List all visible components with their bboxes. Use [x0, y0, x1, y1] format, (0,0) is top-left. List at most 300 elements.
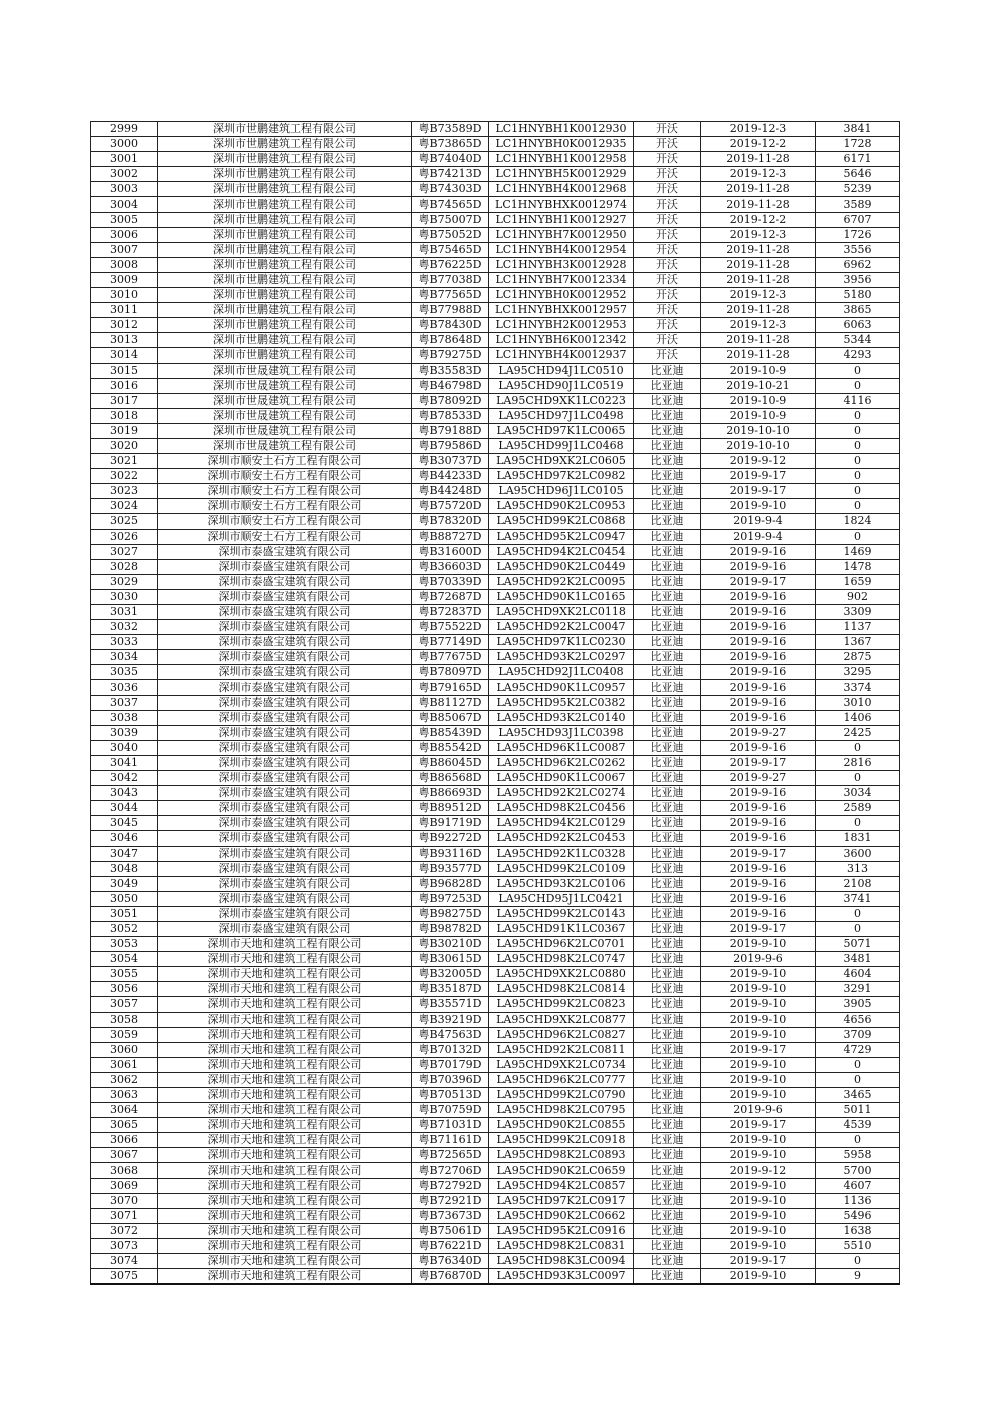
value-cell: 1831: [816, 831, 900, 846]
vin-cell: LC1HNYBH7K0012950: [489, 227, 634, 242]
company-cell: 深圳市泰盛宝建筑有限公司: [158, 740, 412, 755]
table-row: [91, 771, 900, 786]
date-cell: 2019-9-10: [701, 1012, 816, 1027]
date-cell: 2019-11-28: [701, 257, 816, 272]
plate-cell: 粤B86568D: [412, 771, 489, 786]
date-cell: 2019-9-17: [701, 1254, 816, 1269]
date-cell: 2019-11-28: [701, 303, 816, 318]
plate-cell: 粤B78320D: [412, 514, 489, 529]
vin-cell: LA95CHD98K2LC0795: [489, 1103, 634, 1118]
brand-cell: 比亚迪: [634, 680, 701, 695]
plate-cell: 粤B98782D: [412, 921, 489, 936]
row-number-cell: 3056: [91, 982, 158, 997]
vin-cell: LA95CHD94K2LC0857: [489, 1178, 634, 1193]
table-body: [91, 122, 900, 1285]
row-number-cell: 2999: [91, 122, 158, 137]
table-row: [91, 514, 900, 529]
brand-cell: 比亚迪: [634, 499, 701, 514]
plate-cell: 粤B46798D: [412, 378, 489, 393]
table-row: [91, 272, 900, 287]
plate-cell: 粤B31600D: [412, 544, 489, 559]
value-cell: 5239: [816, 182, 900, 197]
date-cell: 2019-9-10: [701, 1208, 816, 1223]
row-number-cell: 3024: [91, 499, 158, 514]
company-cell: 深圳市天地和建筑工程有限公司: [158, 1208, 412, 1223]
date-cell: 2019-9-12: [701, 454, 816, 469]
table-row: [91, 393, 900, 408]
table-row: [91, 152, 900, 167]
value-cell: 6962: [816, 257, 900, 272]
date-cell: 2019-10-21: [701, 378, 816, 393]
vin-cell: LA95CHD99K2LC0109: [489, 861, 634, 876]
table-row: [91, 544, 900, 559]
value-cell: 5071: [816, 937, 900, 952]
vin-cell: LC1HNYBH7K0012334: [489, 272, 634, 287]
vin-cell: LA95CHD99K2LC0823: [489, 997, 634, 1012]
vin-cell: LA95CHD92K2LC0453: [489, 831, 634, 846]
brand-cell: 比亚迪: [634, 1254, 701, 1269]
brand-cell: 比亚迪: [634, 1103, 701, 1118]
value-cell: 3309: [816, 605, 900, 620]
vin-cell: LC1HNYBH4K0012968: [489, 182, 634, 197]
company-cell: 深圳市天地和建筑工程有限公司: [158, 952, 412, 967]
company-cell: 深圳市天地和建筑工程有限公司: [158, 982, 412, 997]
brand-cell: 比亚迪: [634, 710, 701, 725]
brand-cell: 比亚迪: [634, 408, 701, 423]
plate-cell: 粤B74565D: [412, 197, 489, 212]
table-row: [91, 876, 900, 891]
table-row: [91, 650, 900, 665]
brand-cell: 比亚迪: [634, 1042, 701, 1057]
plate-cell: 粤B96828D: [412, 876, 489, 891]
vin-cell: LA95CHD9XK1LC0223: [489, 393, 634, 408]
company-cell: 深圳市天地和建筑工程有限公司: [158, 1057, 412, 1072]
value-cell: 6171: [816, 152, 900, 167]
table-row: [91, 861, 900, 876]
date-cell: 2019-11-28: [701, 197, 816, 212]
company-cell: 深圳市泰盛宝建筑有限公司: [158, 771, 412, 786]
vin-cell: LC1HNYBH1K0012930: [489, 122, 634, 137]
date-cell: 2019-10-9: [701, 393, 816, 408]
brand-cell: 开沃: [634, 212, 701, 227]
company-cell: 深圳市泰盛宝建筑有限公司: [158, 665, 412, 680]
company-cell: 深圳市泰盛宝建筑有限公司: [158, 559, 412, 574]
table-row: [91, 635, 900, 650]
plate-cell: 粤B75061D: [412, 1223, 489, 1238]
brand-cell: 比亚迪: [634, 1223, 701, 1238]
value-cell: 1478: [816, 559, 900, 574]
brand-cell: 比亚迪: [634, 469, 701, 484]
table-row: [91, 740, 900, 755]
table-row: [91, 665, 900, 680]
vin-cell: LA95CHD97K2LC0917: [489, 1193, 634, 1208]
plate-cell: 粤B78092D: [412, 393, 489, 408]
value-cell: 3034: [816, 786, 900, 801]
value-cell: 1728: [816, 137, 900, 152]
table-row: [91, 725, 900, 740]
value-cell: 5496: [816, 1208, 900, 1223]
row-number-cell: 3031: [91, 605, 158, 620]
company-cell: 深圳市泰盛宝建筑有限公司: [158, 786, 412, 801]
plate-cell: 粤B30210D: [412, 937, 489, 952]
brand-cell: 开沃: [634, 137, 701, 152]
brand-cell: 开沃: [634, 152, 701, 167]
table-row: [91, 937, 900, 952]
brand-cell: 开沃: [634, 348, 701, 363]
value-cell: 4729: [816, 1042, 900, 1057]
value-cell: 1137: [816, 620, 900, 635]
row-number-cell: 3013: [91, 333, 158, 348]
company-cell: 深圳市世鹏建筑工程有限公司: [158, 242, 412, 257]
brand-cell: 比亚迪: [634, 982, 701, 997]
row-number-cell: 3046: [91, 831, 158, 846]
table-row: [91, 288, 900, 303]
brand-cell: 比亚迪: [634, 1027, 701, 1042]
plate-cell: 粤B77675D: [412, 650, 489, 665]
table-row: [91, 454, 900, 469]
company-cell: 深圳市天地和建筑工程有限公司: [158, 997, 412, 1012]
date-cell: 2019-9-6: [701, 1103, 816, 1118]
vin-cell: LA95CHD93K2LC0106: [489, 876, 634, 891]
date-cell: 2019-9-16: [701, 891, 816, 906]
row-number-cell: 3026: [91, 529, 158, 544]
company-cell: 深圳市世鹏建筑工程有限公司: [158, 272, 412, 287]
row-number-cell: 3068: [91, 1163, 158, 1178]
table-row: [91, 1163, 900, 1178]
vin-cell: LA95CHD93K3LC0097: [489, 1269, 634, 1285]
date-cell: 2019-12-3: [701, 167, 816, 182]
date-cell: 2019-9-10: [701, 937, 816, 952]
plate-cell: 粤B79165D: [412, 680, 489, 695]
brand-cell: 比亚迪: [634, 438, 701, 453]
row-number-cell: 3016: [91, 378, 158, 393]
value-cell: 2875: [816, 650, 900, 665]
vin-cell: LA95CHD9XK2LC0118: [489, 605, 634, 620]
company-cell: 深圳市天地和建筑工程有限公司: [158, 1133, 412, 1148]
row-number-cell: 3035: [91, 665, 158, 680]
vin-cell: LC1HNYBH5K0012929: [489, 167, 634, 182]
brand-cell: 比亚迪: [634, 740, 701, 755]
value-cell: 3741: [816, 891, 900, 906]
plate-cell: 粤B85439D: [412, 725, 489, 740]
table-row: [91, 318, 900, 333]
value-cell: 0: [816, 1254, 900, 1269]
plate-cell: 粤B70513D: [412, 1088, 489, 1103]
company-cell: 深圳市天地和建筑工程有限公司: [158, 1027, 412, 1042]
company-cell: 深圳市泰盛宝建筑有限公司: [158, 921, 412, 936]
company-cell: 深圳市天地和建筑工程有限公司: [158, 1042, 412, 1057]
date-cell: 2019-9-16: [701, 635, 816, 650]
value-cell: 1659: [816, 574, 900, 589]
row-number-cell: 3045: [91, 816, 158, 831]
company-cell: 深圳市泰盛宝建筑有限公司: [158, 816, 412, 831]
brand-cell: 比亚迪: [634, 1012, 701, 1027]
company-cell: 深圳市泰盛宝建筑有限公司: [158, 620, 412, 635]
value-cell: 0: [816, 1133, 900, 1148]
company-cell: 深圳市顺安土石方工程有限公司: [158, 484, 412, 499]
brand-cell: 比亚迪: [634, 1088, 701, 1103]
value-cell: 6063: [816, 318, 900, 333]
date-cell: 2019-9-4: [701, 514, 816, 529]
row-number-cell: 3042: [91, 771, 158, 786]
row-number-cell: 3066: [91, 1133, 158, 1148]
table-row: [91, 499, 900, 514]
date-cell: 2019-9-17: [701, 846, 816, 861]
value-cell: 2816: [816, 755, 900, 770]
company-cell: 深圳市天地和建筑工程有限公司: [158, 1238, 412, 1253]
vin-cell: LA95CHD92K1LC0328: [489, 846, 634, 861]
date-cell: 2019-9-10: [701, 1193, 816, 1208]
company-cell: 深圳市顺安土石方工程有限公司: [158, 529, 412, 544]
row-number-cell: 3075: [91, 1269, 158, 1285]
brand-cell: 比亚迪: [634, 1057, 701, 1072]
brand-cell: 比亚迪: [634, 589, 701, 604]
row-number-cell: 3059: [91, 1027, 158, 1042]
date-cell: 2019-9-16: [701, 740, 816, 755]
table-row: [91, 242, 900, 257]
vin-cell: LA95CHD90K2LC0855: [489, 1118, 634, 1133]
brand-cell: 比亚迪: [634, 423, 701, 438]
plate-cell: 粤B75522D: [412, 620, 489, 635]
plate-cell: 粤B76221D: [412, 1238, 489, 1253]
date-cell: 2019-9-4: [701, 529, 816, 544]
vin-cell: LA95CHD9XK2LC0605: [489, 454, 634, 469]
plate-cell: 粤B74040D: [412, 152, 489, 167]
value-cell: 0: [816, 771, 900, 786]
plate-cell: 粤B70179D: [412, 1057, 489, 1072]
company-cell: 深圳市世鹏建筑工程有限公司: [158, 227, 412, 242]
company-cell: 深圳市泰盛宝建筑有限公司: [158, 725, 412, 740]
brand-cell: 比亚迪: [634, 921, 701, 936]
row-number-cell: 3000: [91, 137, 158, 152]
date-cell: 2019-9-16: [701, 680, 816, 695]
value-cell: 5700: [816, 1163, 900, 1178]
value-cell: 3841: [816, 122, 900, 137]
plate-cell: 粤B35583D: [412, 363, 489, 378]
company-cell: 深圳市世鹏建筑工程有限公司: [158, 122, 412, 137]
brand-cell: 比亚迪: [634, 1072, 701, 1087]
company-cell: 深圳市天地和建筑工程有限公司: [158, 1012, 412, 1027]
plate-cell: 粤B91719D: [412, 816, 489, 831]
row-number-cell: 3054: [91, 952, 158, 967]
vin-cell: LA95CHD99J1LC0468: [489, 438, 634, 453]
plate-cell: 粤B93116D: [412, 846, 489, 861]
row-number-cell: 3043: [91, 786, 158, 801]
date-cell: 2019-9-10: [701, 997, 816, 1012]
plate-cell: 粤B72921D: [412, 1193, 489, 1208]
row-number-cell: 3050: [91, 891, 158, 906]
row-number-cell: 3004: [91, 197, 158, 212]
company-cell: 深圳市世晟建筑工程有限公司: [158, 423, 412, 438]
brand-cell: 比亚迪: [634, 786, 701, 801]
row-number-cell: 3062: [91, 1072, 158, 1087]
table-row: [91, 620, 900, 635]
vin-cell: LA95CHD96K1LC0087: [489, 740, 634, 755]
plate-cell: 粤B70132D: [412, 1042, 489, 1057]
date-cell: 2019-9-16: [701, 710, 816, 725]
company-cell: 深圳市顺安土石方工程有限公司: [158, 514, 412, 529]
value-cell: 0: [816, 423, 900, 438]
date-cell: 2019-9-16: [701, 589, 816, 604]
company-cell: 深圳市世鹏建筑工程有限公司: [158, 257, 412, 272]
brand-cell: 比亚迪: [634, 816, 701, 831]
table-row: [91, 967, 900, 982]
brand-cell: 开沃: [634, 197, 701, 212]
table-row: [91, 182, 900, 197]
table-row: [91, 348, 900, 363]
brand-cell: 比亚迪: [634, 1208, 701, 1223]
brand-cell: 开沃: [634, 257, 701, 272]
value-cell: 6707: [816, 212, 900, 227]
company-cell: 深圳市泰盛宝建筑有限公司: [158, 635, 412, 650]
company-cell: 深圳市泰盛宝建筑有限公司: [158, 755, 412, 770]
value-cell: 4539: [816, 1118, 900, 1133]
value-cell: 3374: [816, 680, 900, 695]
date-cell: 2019-11-28: [701, 272, 816, 287]
brand-cell: 比亚迪: [634, 1269, 701, 1285]
table-row: [91, 257, 900, 272]
vin-cell: LC1HNYBH6K0012342: [489, 333, 634, 348]
date-cell: 2019-12-3: [701, 122, 816, 137]
company-cell: 深圳市泰盛宝建筑有限公司: [158, 650, 412, 665]
plate-cell: 粤B73865D: [412, 137, 489, 152]
table-row: [91, 1027, 900, 1042]
vin-cell: LC1HNYBH4K0012937: [489, 348, 634, 363]
plate-cell: 粤B77988D: [412, 303, 489, 318]
row-number-cell: 3006: [91, 227, 158, 242]
date-cell: 2019-10-10: [701, 438, 816, 453]
table-row: [91, 846, 900, 861]
company-cell: 深圳市顺安土石方工程有限公司: [158, 454, 412, 469]
company-cell: 深圳市泰盛宝建筑有限公司: [158, 710, 412, 725]
table-row: [91, 363, 900, 378]
date-cell: 2019-9-10: [701, 1088, 816, 1103]
brand-cell: 比亚迪: [634, 635, 701, 650]
date-cell: 2019-9-17: [701, 1042, 816, 1057]
vin-cell: LA95CHD94K2LC0454: [489, 544, 634, 559]
table-row: [91, 816, 900, 831]
vin-cell: LA95CHD95J1LC0421: [489, 891, 634, 906]
date-cell: 2019-9-17: [701, 921, 816, 936]
table-row: [91, 1072, 900, 1087]
company-cell: 深圳市天地和建筑工程有限公司: [158, 1072, 412, 1087]
table-row: [91, 831, 900, 846]
row-number-cell: 3030: [91, 589, 158, 604]
table-row: [91, 167, 900, 182]
brand-cell: 比亚迪: [634, 1118, 701, 1133]
table-row: [91, 1133, 900, 1148]
vin-cell: LC1HNYBH3K0012928: [489, 257, 634, 272]
date-cell: 2019-11-28: [701, 333, 816, 348]
value-cell: 3956: [816, 272, 900, 287]
plate-cell: 粤B30615D: [412, 952, 489, 967]
plate-cell: 粤B77038D: [412, 272, 489, 287]
brand-cell: 比亚迪: [634, 514, 701, 529]
value-cell: 5958: [816, 1148, 900, 1163]
vehicle-record-table: [90, 121, 900, 1285]
company-cell: 深圳市世晟建筑工程有限公司: [158, 438, 412, 453]
value-cell: 0: [816, 529, 900, 544]
vin-cell: LA95CHD90K1LC0957: [489, 680, 634, 695]
row-number-cell: 3058: [91, 1012, 158, 1027]
brand-cell: 比亚迪: [634, 725, 701, 740]
company-cell: 深圳市天地和建筑工程有限公司: [158, 1178, 412, 1193]
value-cell: 0: [816, 378, 900, 393]
value-cell: 4656: [816, 1012, 900, 1027]
row-number-cell: 3022: [91, 469, 158, 484]
date-cell: 2019-11-28: [701, 242, 816, 257]
plate-cell: 粤B85542D: [412, 740, 489, 755]
plate-cell: 粤B79275D: [412, 348, 489, 363]
brand-cell: 比亚迪: [634, 529, 701, 544]
value-cell: 1726: [816, 227, 900, 242]
brand-cell: 开沃: [634, 227, 701, 242]
row-number-cell: 3021: [91, 454, 158, 469]
row-number-cell: 3025: [91, 514, 158, 529]
brand-cell: 开沃: [634, 303, 701, 318]
value-cell: 3295: [816, 665, 900, 680]
plate-cell: 粤B97253D: [412, 891, 489, 906]
plate-cell: 粤B78533D: [412, 408, 489, 423]
brand-cell: 开沃: [634, 333, 701, 348]
vin-cell: LA95CHD92K2LC0047: [489, 620, 634, 635]
table-row: [91, 1223, 900, 1238]
vin-cell: LA95CHD95K2LC0916: [489, 1223, 634, 1238]
plate-cell: 粤B75465D: [412, 242, 489, 257]
plate-cell: 粤B36603D: [412, 559, 489, 574]
brand-cell: 比亚迪: [634, 1163, 701, 1178]
date-cell: 2019-9-16: [701, 650, 816, 665]
row-number-cell: 3049: [91, 876, 158, 891]
table-row: [91, 906, 900, 921]
value-cell: 0: [816, 469, 900, 484]
brand-cell: 比亚迪: [634, 1178, 701, 1193]
company-cell: 深圳市天地和建筑工程有限公司: [158, 1088, 412, 1103]
vin-cell: LA95CHD96K2LC0777: [489, 1072, 634, 1087]
value-cell: 5180: [816, 288, 900, 303]
vin-cell: LA95CHD94J1LC0510: [489, 363, 634, 378]
date-cell: 2019-9-6: [701, 952, 816, 967]
vin-cell: LA95CHD97K2LC0982: [489, 469, 634, 484]
row-number-cell: 3007: [91, 242, 158, 257]
value-cell: 0: [816, 408, 900, 423]
row-number-cell: 3073: [91, 1238, 158, 1253]
plate-cell: 粤B71161D: [412, 1133, 489, 1148]
row-number-cell: 3015: [91, 363, 158, 378]
vin-cell: LA95CHD91K1LC0367: [489, 921, 634, 936]
company-cell: 深圳市天地和建筑工程有限公司: [158, 1118, 412, 1133]
plate-cell: 粤B78430D: [412, 318, 489, 333]
brand-cell: 比亚迪: [634, 393, 701, 408]
company-cell: 深圳市泰盛宝建筑有限公司: [158, 846, 412, 861]
table-row: [91, 921, 900, 936]
date-cell: 2019-9-16: [701, 816, 816, 831]
date-cell: 2019-9-16: [701, 831, 816, 846]
vin-cell: LA95CHD95K2LC0382: [489, 695, 634, 710]
value-cell: 3905: [816, 997, 900, 1012]
plate-cell: 粤B78648D: [412, 333, 489, 348]
date-cell: 2019-9-17: [701, 755, 816, 770]
company-cell: 深圳市天地和建筑工程有限公司: [158, 1269, 412, 1285]
value-cell: 0: [816, 363, 900, 378]
value-cell: 1824: [816, 514, 900, 529]
plate-cell: 粤B74213D: [412, 167, 489, 182]
plate-cell: 粤B77565D: [412, 288, 489, 303]
row-number-cell: 3036: [91, 680, 158, 695]
table-row: [91, 755, 900, 770]
brand-cell: 比亚迪: [634, 665, 701, 680]
vin-cell: LA95CHD90J1LC0519: [489, 378, 634, 393]
